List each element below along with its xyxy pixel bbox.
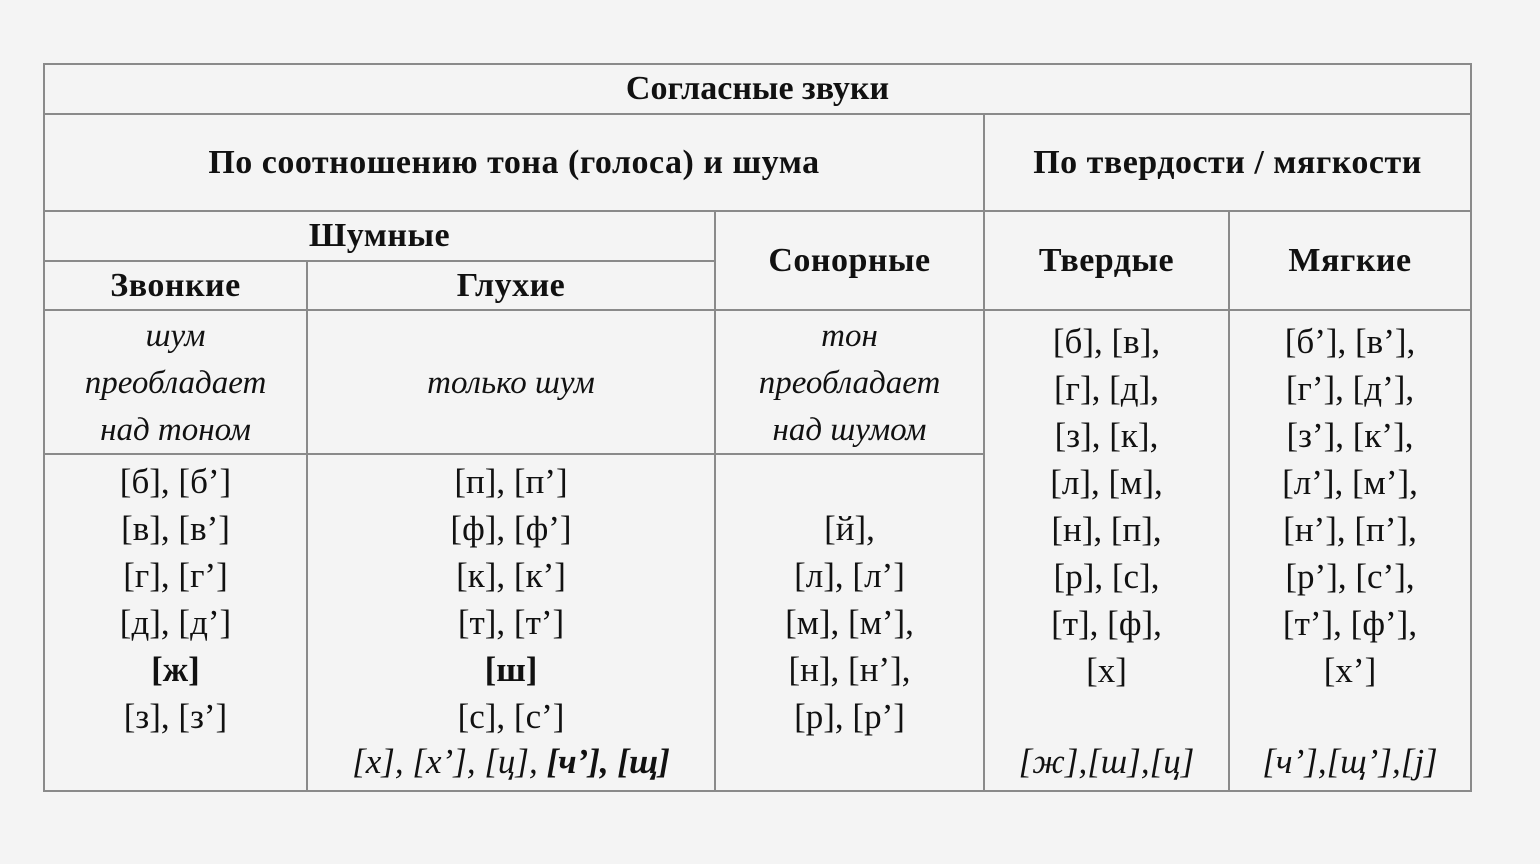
- list-item: [т], [ф],: [1051, 604, 1162, 643]
- header-soft: Мягкие: [1288, 241, 1412, 279]
- list-item: [т’], [ф’],: [1282, 604, 1418, 643]
- header-noisy: Шумные: [308, 217, 451, 254]
- list-item: [л’], [м’],: [1282, 463, 1418, 502]
- list-item: [р], [р’]: [794, 697, 905, 736]
- desc-voiced-line: над тоном: [100, 411, 251, 448]
- desc-voiced-line: преобладает: [84, 364, 267, 401]
- border-bottom: [43, 790, 1472, 792]
- list-item: [г], [г’]: [123, 556, 228, 595]
- voiceless-list: [308, 458, 714, 740]
- border-right: [1470, 63, 1472, 792]
- list-item: [г], [д],: [1053, 369, 1160, 408]
- voiceless-extra: [308, 742, 714, 782]
- list-item: [ш]: [484, 650, 538, 689]
- list-item: [й],: [824, 509, 875, 548]
- list-item: [з’], [к’],: [1286, 416, 1414, 455]
- list-item: [с], [с’]: [457, 697, 565, 736]
- list-item: [к], [к’]: [456, 556, 566, 595]
- list-item: [н], [п],: [1051, 510, 1162, 549]
- list-item: [в], [в’]: [121, 509, 230, 548]
- list-item: [ж]: [151, 650, 200, 689]
- list-item: [б], [в],: [1052, 322, 1161, 361]
- list-item: [л], [м],: [1050, 463, 1163, 502]
- header-tone-noise: По соотношению тона (голоса) и шума: [208, 143, 820, 181]
- list-item: [т], [т’]: [457, 603, 565, 642]
- list-item: [д], [д’]: [119, 603, 232, 642]
- voiced-list: [45, 458, 306, 740]
- desc-voiceless-line: только шум: [427, 364, 595, 401]
- list-item: [н], [н’],: [788, 650, 911, 689]
- hard-extra: [ж],[ш],[ц]: [1018, 742, 1195, 781]
- list-item: [х]: [1086, 651, 1127, 690]
- desc-sonorant-line: над шумом: [772, 411, 927, 448]
- sonorant-list: [716, 505, 983, 740]
- list-item: [з], [к],: [1054, 416, 1159, 455]
- header-voiced: Звонкие: [110, 266, 241, 304]
- list-item: [х’]: [1323, 651, 1377, 690]
- desc-voiced: [45, 313, 306, 453]
- table-title: Согласные звуки: [625, 70, 890, 107]
- list-item: [м], [м’],: [785, 603, 914, 642]
- list-item: [б], [б’]: [119, 462, 232, 501]
- list-item: [н’], [п’],: [1283, 510, 1417, 549]
- voiceless-extra-part1: [х], [х’], [ц],: [352, 742, 547, 781]
- list-item: [г’], [д’],: [1285, 369, 1415, 408]
- list-item: [р], [с],: [1053, 557, 1160, 596]
- list-item: [п], [п’]: [454, 462, 568, 501]
- desc-sonorant-line: тон: [821, 317, 878, 354]
- voiceless-extra-part2: [ч’], [щ]: [546, 742, 670, 781]
- hard-list: [985, 318, 1228, 694]
- list-item: [б’], [в’],: [1284, 322, 1416, 361]
- list-item: [р’], [с’],: [1285, 557, 1415, 596]
- soft-extra: [ч’],[щ’],[j]: [1262, 742, 1438, 781]
- desc-sonorant: [716, 313, 983, 453]
- header-hard-soft: По твердости / мягкости: [1033, 143, 1422, 181]
- header-voiceless: Глухие: [456, 266, 566, 304]
- border-subheader-bottom: [43, 309, 1472, 311]
- desc-voiced-line: шум: [145, 317, 206, 354]
- soft-list: [1230, 318, 1470, 694]
- desc-voiceless: [308, 313, 714, 453]
- desc-sonorant-line: преобладает: [758, 364, 941, 401]
- list-item: [л], [л’]: [794, 556, 905, 595]
- header-sonorant: Сонорные: [768, 241, 931, 279]
- header-hard: Твердые: [1038, 241, 1175, 279]
- list-item: [ф], [ф’]: [450, 509, 572, 548]
- list-item: [з], [з’]: [123, 697, 228, 736]
